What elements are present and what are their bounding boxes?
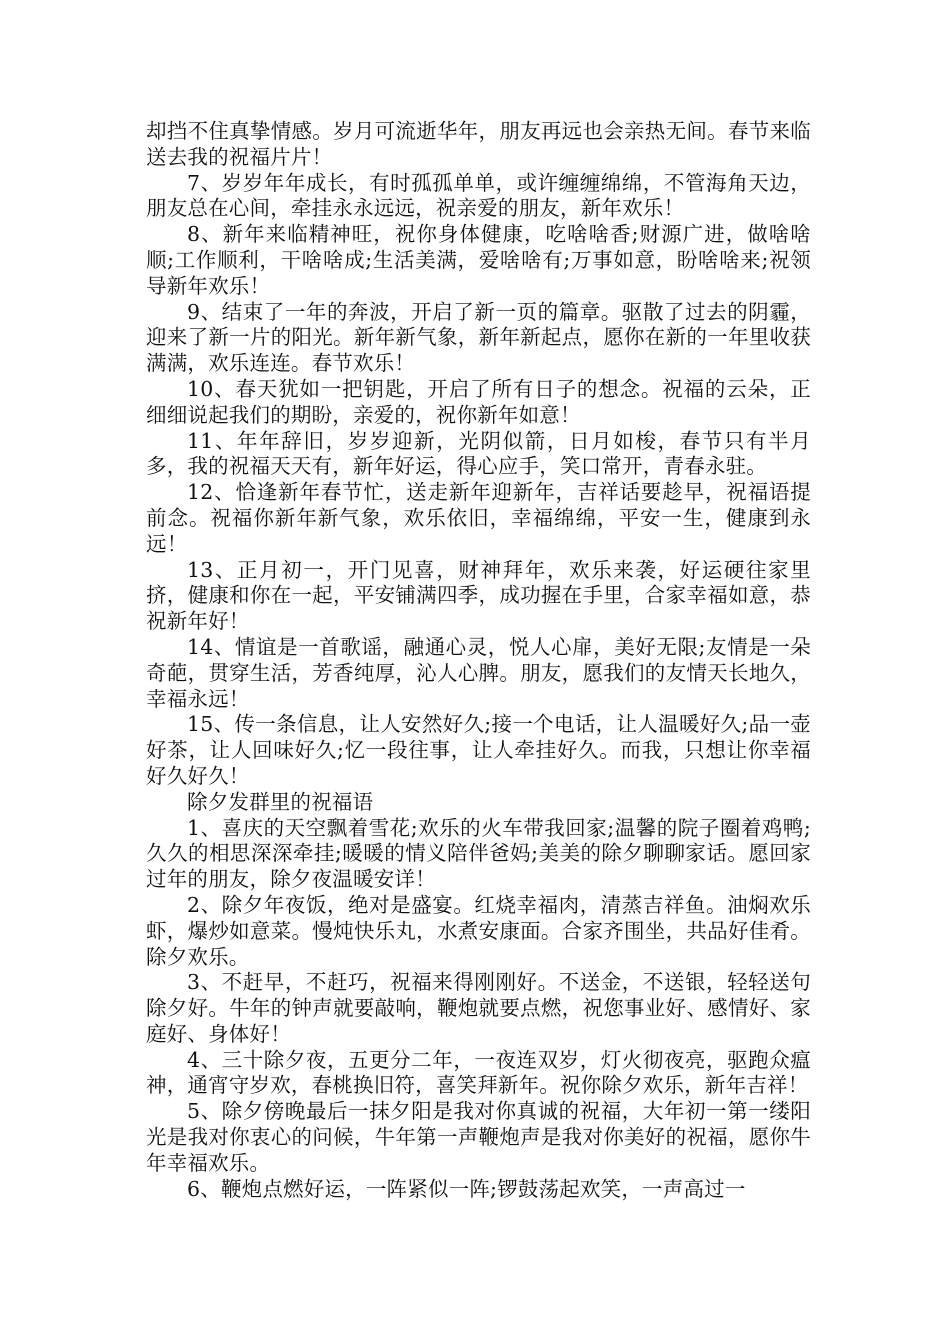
paragraph-eve-1: 1、喜庆的天空飘着雪花;欢乐的火车带我回家;温馨的院子圈着鸡鸭;久久的相思深深牵挂;暖暖的情义陪伴爸妈;美美的除夕聊聊家话。愿回家过年的朋友，除夕夜温暖安详！ xyxy=(146,815,811,892)
paragraph-item-12: 12、恰逢新年春节忙，送走新年迎新年，吉祥话要趁早，祝福语提前念。祝福你新年新气象，欢乐依旧，幸福绵绵，平安一生，健康到永远！ xyxy=(146,480,811,556)
paragraph-item-14: 14、情谊是一首歌谣，融通心灵，悦人心扉，美好无限;友情是一朵奇葩，贯穿生活，芳香纯厚，沁人心脾。朋友，愿我们的友情天长地久，幸福永远！ xyxy=(146,634,811,711)
paragraph-continuation: 却挡不住真挚情感。岁月可流逝华年，朋友再远也会亲热无间。春节来临送去我的祝福片片！ xyxy=(146,119,811,169)
paragraph-item-7: 7、岁岁年年成长，有时孤孤单单，或许缠缠绵绵，不管海角天边，朋友总在心间，牵挂永永远远，祝亲爱的朋友，新年欢乐！ xyxy=(146,170,811,221)
paragraph-item-13: 13、正月初一，开门见喜，财神拜年，欢乐来袭，好运硬往家里挤，健康和你在一起，平安铺满四季，成功握在手里，合家幸福如意，恭祝新年好！ xyxy=(146,557,811,634)
paragraph-item-8: 8、新年来临精神旺，祝你身体健康，吃啥啥香;财源广进，做啥啥顺;工作顺利，干啥啥成;生活美满，爱啥啥有;万事如意，盼啥啥来;祝领导新年欢乐！ xyxy=(146,222,811,298)
paragraph-item-9: 9、结束了一年的奔波，开启了新一页的篇章。驱散了过去的阴霾，迎来了新一片的阳光。新年新气象，新年新起点，愿你在新的一年里收获满满，欢乐连连。春节欢乐！ xyxy=(146,299,811,376)
paragraph-eve-5: 5、除夕傍晚最后一抹夕阳是我对你真诚的祝福，大年初一第一缕阳光是我对你衷心的问候，牛年第一声鞭炮声是我对你美好的祝福，愿你牛年幸福欢乐。 xyxy=(146,1099,811,1175)
paragraph-eve-6: 6、鞭炮点燃好运，一阵紧似一阵;锣鼓荡起欢笑，一声高过一 xyxy=(187,1176,746,1201)
paragraph-item-15: 15、传一条信息，让人安然好久;接一个电话，让人温暖好久;品一壶好茶，让人回味好久;忆一段往事，让人牵挂好久。而我，只想让你幸福好久好久！ xyxy=(146,712,811,788)
paragraph-eve-3: 3、不赶早，不赶巧，祝福来得刚刚好。不送金，不送银，轻轻送句除夕好。牛年的钟声就要敲响，鞭炮就要点燃，祝您事业好、感情好、家庭好、身体好！ xyxy=(146,970,811,1046)
paragraph-item-10: 10、春天犹如一把钥匙，开启了所有日子的想念。祝福的云朵，正细细说起我们的期盼，亲爱的，祝你新年如意！ xyxy=(146,376,811,427)
section-heading: 除夕发群里的祝福语 xyxy=(187,789,374,814)
paragraph-eve-2: 2、除夕年夜饭，绝对是盛宴。红烧幸福肉，清蒸吉祥鱼。油焖欢乐虾，爆炒如意菜。慢炖快乐丸，水煮安康面。合家齐围坐，共品好佳肴。除夕欢乐。 xyxy=(146,892,811,969)
paragraph-eve-4: 4、三十除夕夜，五更分二年，一夜连双岁，灯火彻夜亮，驱跑众瘟神，通宵守岁欢，春桃换旧符，喜笑拜新年。祝你除夕欢乐，新年吉祥！ xyxy=(146,1047,811,1098)
paragraph-item-11: 11、年年辞旧，岁岁迎新，光阴似箭，日月如梭，春节只有半月多，我的祝福天天有，新年好运，得心应手，笑口常开，青春永驻。 xyxy=(146,428,811,479)
document-body xyxy=(146,119,811,1202)
